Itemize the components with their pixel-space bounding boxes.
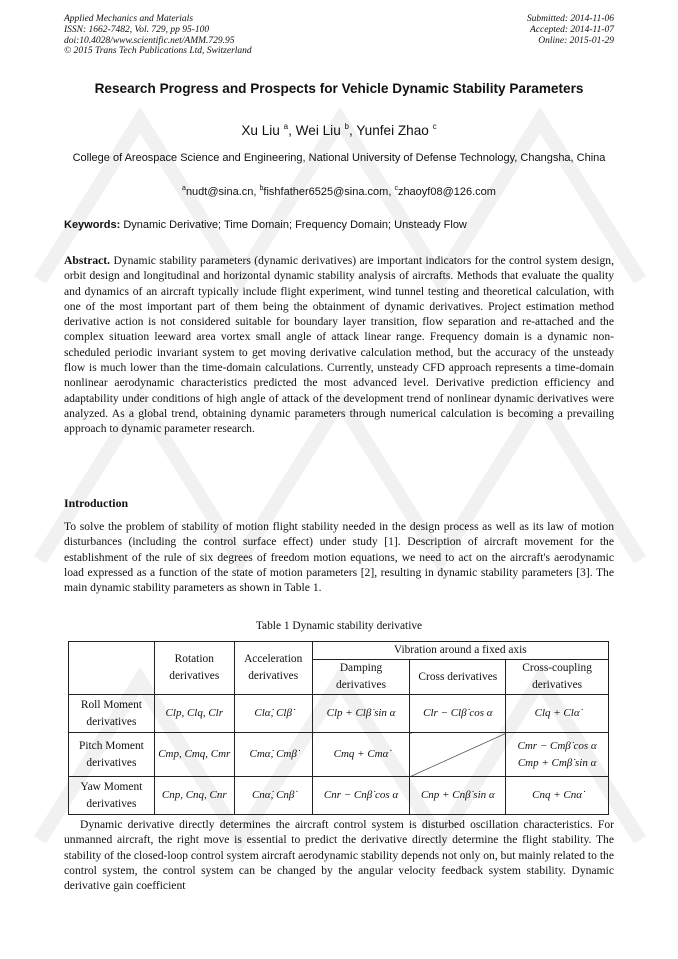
section-heading: Introduction	[64, 496, 129, 510]
abstract	[64, 253, 614, 437]
abstract-text: Dynamic stability parameters (dynamic derivatives) are important indicators for the control system design, orbit design and longitudinal and horizontal dynamic stability analysis of aircrafts. Methods that evaluate the quality and dynamics of an aircraft typically include flight experiment, wind tunnel testing and theoretical calculation, with one of the most important part of them being the obtainment of dynamic derivatives. Project estimation method derivative action is not considered suitable for boundary layer transition, flow separation and re-attached and the complex situation leeward area vortex small angle of attack linear range. Frequency domain is a dynamic non-scheduled periodic invariant system to get moving derivative calculation method, but the accuracy of the unsteady flow is much lower than the time-domain calculations. Currently, unsteady CFD approach represents a time-domain nonlinear aerodynamic characteristics predicted the most advanced level. Derivative prediction efficiency and adaptability under conditions of high angle of attack of the development trend of nonlinear dynamic derivatives were analyzed. As a global trend, obtaining dynamic parameters through numerical calculation is becoming a prevailing approach to dynamic parameter research.	[64, 254, 615, 436]
email-list: $^a$nudt@sina.cn, $^b$fishfather6525@sina.com, $^c$zhaoyf08@126.com	[182, 185, 496, 198]
keywords	[64, 219, 614, 231]
acceleration-cell: Clα̇, Clβ̇	[234, 695, 312, 733]
row-label: Roll Moment derivatives	[69, 695, 155, 733]
cross-cell: Cnp + Cnβ̇ sin α	[410, 777, 506, 815]
author-mark: a	[283, 122, 289, 131]
empty-diagonal-cell	[410, 733, 506, 777]
email-mark: c	[394, 185, 398, 192]
email-mark: a	[182, 185, 186, 192]
table-row	[69, 695, 609, 733]
acceleration-cell: Cnα̇, Cnβ̇	[234, 777, 312, 815]
journal-name: Applied Mechanics and Materials	[64, 14, 194, 24]
keywords-text: Dynamic Derivative; Time Domain; Frequency Domain; Unsteady Flow	[123, 219, 467, 231]
online-date: Online: 2015-01-29	[538, 35, 614, 46]
author-name: Xu Liu	[241, 123, 280, 138]
journal-info	[64, 14, 252, 57]
rotation-cell: Cmp, Cmq, Cmr	[154, 733, 234, 777]
journal-doi[interactable]: doi:10.4028/www.scientific.net/AMM.729.95	[64, 35, 235, 46]
intro-paragraph: To solve the problem of stability of motion flight stability needed in the design process as well as its law of motion disturbances (including the control surface effect) under study [1]. Description of aircraft movement for the establishment of the rule of six degrees of freedom motion equations, we need to act on the aircraft's aerodynamic load expressed as a function of the state of motion parameters [2], resulting in dynamic stability parameters [3]. The main dynamic stability parameters as shown in Table 1.	[64, 520, 614, 595]
header-acceleration: Acceleration derivatives	[234, 642, 312, 695]
accepted-date: Accepted: 2014-11-07	[530, 24, 614, 35]
paper-title: Research Progress and Prospects for Vehicle Dynamic Stability Parameters	[94, 81, 584, 96]
email-link[interactable]: fishfather6525@sina.com	[263, 186, 389, 198]
damping-cell: Cnr − Cnβ̇ cos α	[312, 777, 410, 815]
header-vibration: Vibration around a fixed axis	[312, 642, 608, 660]
email-link[interactable]: nudt@sina.cn	[185, 186, 254, 198]
rotation-cell: Clp, Clq, Clr	[154, 695, 234, 733]
journal-issn: ISSN: 1662-7482, Vol. 729, pp 95-100	[64, 24, 210, 35]
derivative-table	[68, 641, 609, 815]
submitted-date: Submitted: 2014-11-06	[526, 14, 614, 24]
coupling-cell: Clq + Clα̇	[506, 695, 609, 733]
author-list: Xu Liu $^a$, Wei Liu $^b$, Yunfei Zhao $^c$	[241, 122, 437, 138]
coupling-cell: Cnq + Cnα̇	[506, 777, 609, 815]
table-row	[69, 733, 609, 777]
header-damping: Damping derivatives	[312, 660, 410, 695]
author-name: Yunfei Zhao	[356, 123, 429, 138]
table-header-row	[69, 642, 609, 660]
header-coupling: Cross-coupling derivatives	[506, 660, 609, 695]
affiliation: College of Areospace Science and Engineering, National University of Defense Technology, Changsha, China	[72, 152, 606, 164]
coupling-line: Cmr − Cmβ̇ cos α	[517, 739, 597, 752]
table-row	[69, 777, 609, 815]
header-cross: Cross derivatives	[410, 660, 506, 695]
table-caption: Table 1 Dynamic stability derivative	[255, 620, 423, 632]
damping-cell: Cmq + Cmα̇	[312, 733, 410, 777]
acceleration-cell: Cmα̇, Cmβ̇	[234, 733, 312, 777]
email-mark: b	[259, 185, 264, 192]
cross-cell: Clr − Clβ̇ cos α	[410, 695, 506, 733]
author-name: Wei Liu	[295, 123, 341, 138]
body-paragraph: Dynamic derivative directly determines the aircraft control system is disturbed oscillation characteristics. For unmanned aircraft, the right move is essential to predict the derivative directly determine the flight stability. The stability of the closed-loop control system aircraft aerodynamic stability depends not only on, but mainly related to the control system, the control system can be changed by the angular velocity feedback system stability. Dynamic derivative gain coefficient	[64, 818, 614, 893]
header-rotation: Rotation derivatives	[154, 642, 234, 695]
coupling-line: Cmp + Cmβ̇ sin α	[517, 756, 597, 769]
table-corner-cell	[69, 642, 155, 695]
row-label: Pitch Moment derivatives	[69, 733, 155, 777]
keywords-label: Keywords:	[64, 219, 121, 231]
row-label: Yaw Moment derivatives	[69, 777, 155, 815]
author-mark: c	[432, 122, 437, 131]
email-link[interactable]: zhaoyf08@126.com	[397, 186, 496, 198]
journal-copyright: © 2015 Trans Tech Publications Ltd, Switzerland	[64, 46, 252, 57]
submission-dates	[527, 14, 614, 46]
abstract-label: Abstract.	[64, 254, 111, 267]
coupling-cell	[506, 733, 609, 777]
rotation-cell: Cnp, Cnq, Cnr	[154, 777, 234, 815]
damping-cell: Clp + Clβ̇ sin α	[312, 695, 410, 733]
author-mark: b	[344, 122, 349, 131]
